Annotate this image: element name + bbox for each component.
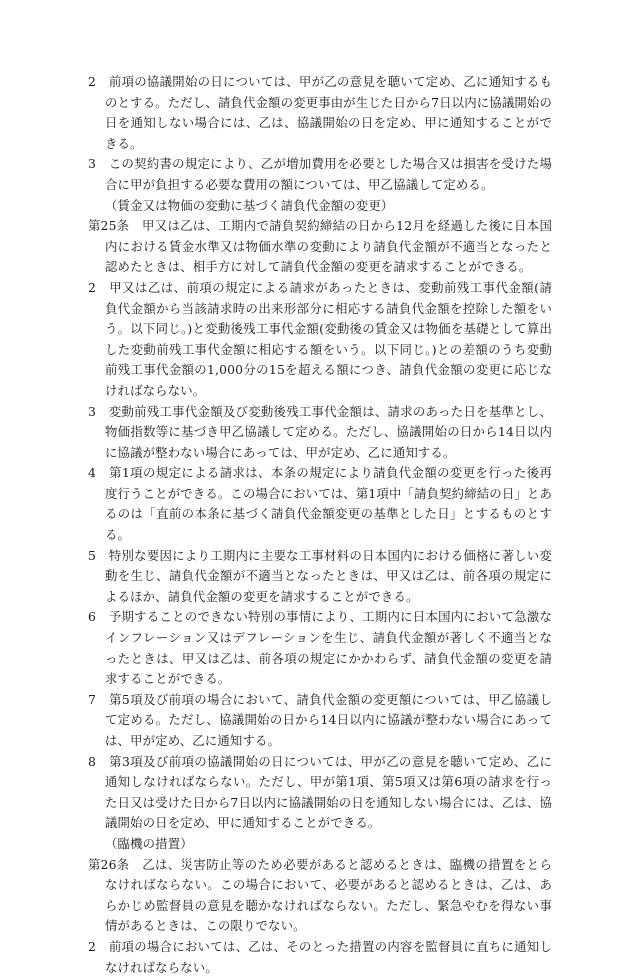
paragraph-text: 第3項及び前項の協議開始の日については、甲が乙の意見を聴いて定め、乙に通知しなければならない。ただし、甲が第1項、第5項又は第6項の請求を行った日又は受けた日から7日以内に協議開始の日を通知しない場合には、乙は、協議開始の日を定め、甲に通知することができる。	[96, 753, 552, 831]
article-25-paragraph-2	[88, 278, 552, 402]
paragraph-text: この契約書の規定により、乙が増加費用を必要とした場合又は損害を受けた場合に甲が負担する必要な費用の額については、甲乙協議して定める。	[96, 156, 552, 192]
paragraph-text: 前項の場合においては、乙は、そのとった措置の内容を監督員に直ちに通知しなければならない。	[96, 938, 552, 975]
article-25-paragraph-7	[88, 690, 552, 752]
section-heading-emergency-measures: （臨機の措置）	[105, 835, 193, 851]
article-25-paragraph-3	[88, 402, 552, 464]
paragraph-number: 2	[88, 74, 97, 89]
paragraph-number: 6	[88, 609, 97, 625]
article-25	[88, 216, 552, 278]
paragraph-text: 第5項及び前項の場合において、請負代金額の変更額については、甲乙協議して定める。ただし、協議開始の日から14日以内に協議が整わない場合にあっては、甲が定め、乙に通知する。	[96, 691, 552, 748]
section-heading-price-change: （賃金又は物価の変動に基づく請負代金額の変更）	[105, 197, 394, 213]
paragraph-2-notice-date	[88, 72, 552, 154]
paragraph-number: 7	[88, 691, 97, 707]
paragraph-number: 4	[88, 465, 97, 481]
paragraph-text: 予期することのできない特別の事情により、工期内に日本国内において急激なインフレーション又はデフレーションを生じ、請負代金額が著しく不適当となったときは、甲又は乙は、前各項の規定にかかわらず、請負代金額の変更を請求することができる。	[96, 609, 552, 687]
article-25-paragraph-5	[88, 546, 552, 608]
document-body	[88, 72, 552, 978]
article-25-paragraph-4	[88, 463, 552, 545]
paragraph-number: 5	[88, 547, 97, 563]
paragraph-text: 前項の協議開始の日については、甲が乙の意見を聴いて定め、乙に通知するものとする。ただし、請負代金額の変更事由が生じた日から7日以内に協議開始の日を通知しない場合には、乙は、協議開始の日を定め、甲に通知することができる。	[96, 74, 552, 151]
paragraph-number: 3	[88, 403, 97, 419]
article-25-paragraph-8	[88, 752, 552, 834]
paragraph-number: 3	[88, 156, 97, 172]
article-text: 乙は、災害防止等のため必要があると認めるときは、臨機の措置をとらなければならない。この場合において、必要があると認めるときは、乙は、あらかじめ監督員の意見を聴かなければならない。ただし、緊急やむを得ない事情があるときは、この限りでない。	[105, 856, 552, 934]
article-number: 第25条	[88, 218, 130, 234]
paragraph-number: 8	[88, 753, 97, 769]
paragraph-number: 2	[88, 279, 97, 295]
paragraph-text: 甲又は乙は、前項の規定による請求があったときは、変動前残工事代金額(請負代金額から当該請求時の出来形部分に相応する請負代金額を控除した額をいう。以下同じ。)と変動後残工事代金額(変動後の賃金又は物価を基礎として算出した変動前残工事代金額に相応する額をいう。以下同じ。)との差額のうち変動前残工事代金額の1,000分の15を超える額につき、請負代金額の変更に応じなければならない。	[96, 279, 552, 398]
article-26-paragraph-2	[88, 937, 552, 978]
article-text: 甲又は乙は、工期内で請負契約締結の日から12月を経過した後に日本国内における賃金水準又は物価水準の変動により請負代金額が不適当となったと認めたときは、相手方に対して請負代金額の変更を請求することができる。	[105, 218, 552, 275]
paragraph-number: 2	[88, 938, 97, 954]
paragraph-text: 特別な要因により工期内に主要な工事材料の日本国内における価格に著しい変動を生じ、請負代金額が不適当となったときは、甲又は乙は、前各項の規定によるほか、請負代金額の変更を請求することができる。	[96, 547, 552, 604]
paragraph-text: 第1項の規定による請求は、本条の規定により請負代金額の変更を行った後再度行うことができる。この場合においては、第1項中「請負契約締結の日」とあるのは「直前の本条に基づく請負代金額変更の基準とした日」とするものとする。	[96, 465, 552, 543]
paragraph-text: 変動前残工事代金額及び変動後残工事代金額は、請求のあった日を基準とし、物価指数等に基づき甲乙協議して定める。ただし、協議開始の日から14日以内に協議が整わない場合にあっては、甲が定め、乙に通知する。	[96, 403, 552, 460]
article-number: 第26条	[88, 856, 130, 872]
paragraph-3-cost-burden	[88, 154, 552, 195]
article-26	[88, 855, 552, 937]
article-25-paragraph-6	[88, 607, 552, 689]
